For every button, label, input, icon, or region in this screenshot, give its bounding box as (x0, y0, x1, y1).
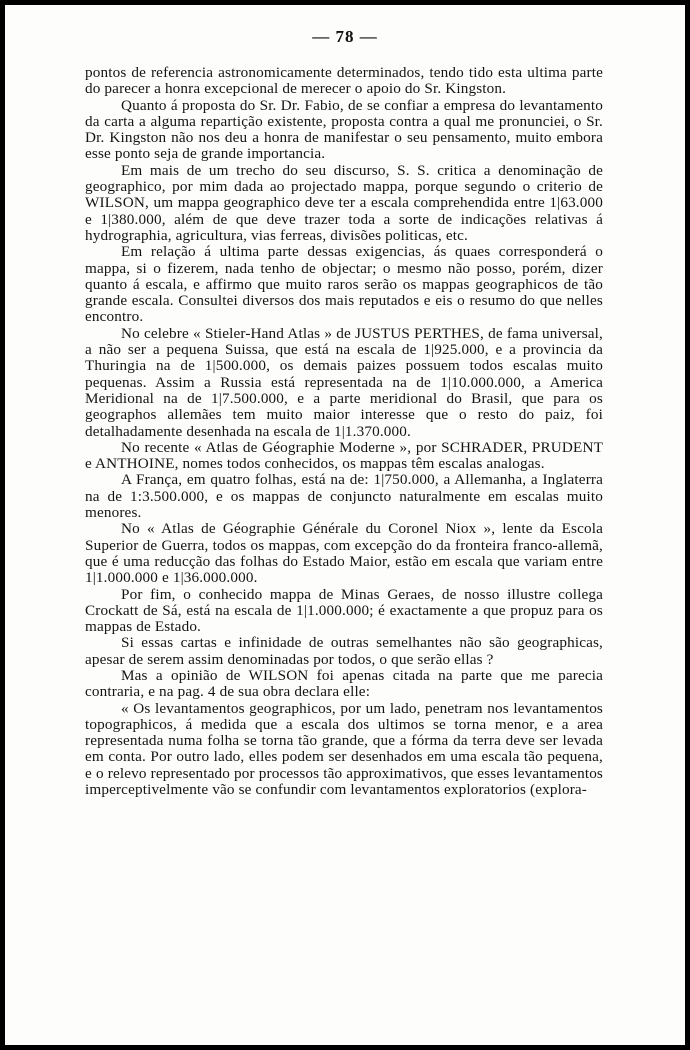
paragraph: No recente « Atlas de Géographie Moderne », por SCHRADER, PRUDENT e ANTHOINE, nomes todos conhecidos, os mappas têm escalas analogas. (85, 438, 603, 473)
document-page (5, 5, 685, 1045)
body-text (85, 65, 603, 798)
paragraph: No « Atlas de Géographie Générale du Coronel Niox », lente da Escola Superior de Guerra, todos os mappas, com excepção do da fronteira franco-allemã, que é uma reducção das folhas do Estado Maior, estão em escala que variam entre 1|1.000.000 e 1|36.000.000. (85, 520, 603, 587)
paragraph: Si essas cartas e infinidade de outras semelhantes não são geographicas, apesar de serem assim denominadas por todos, o que serão ellas ? (85, 634, 603, 668)
paragraph: Em mais de um trecho do seu discurso, S. S. critica a denominação de geographico, por mim dada ao projectado mappa, porque segundo o criterio de WILSON, um mappa geographico deve ter a escala comprehendida entre 1|63.000 e 1|380.000, além de que deve trazer toda a sorte de indicações relativas á hydrographia, agricultura, vias ferreas, divisões politicas, etc. (85, 161, 603, 244)
paragraph: pontos de referencia astronomicamente determinados, tendo tido esta ultima parte do parecer a honra excepcional de merecer o apoio do Sr. Kingston. (85, 64, 603, 98)
paragraph: Mas a opinião de WILSON foi apenas citada na parte que me parecia contraria, e na pag. 4 de sua obra declara elle: (85, 666, 603, 701)
paragraph: A França, em quatro folhas, está na de: 1|750.000, a Allemanha, a Inglaterra na de 1:3.500.000, e os mappas de conjuncto naturalmente em escalas muito menores. (85, 471, 603, 522)
paragraph: Por fim, o conhecido mappa de Minas Geraes, de nosso illustre collega Crockatt de Sá, está na escala de 1|1.000.000; é exactamente a que propuz para os mappas de Estado. (85, 585, 603, 636)
paragraph: Em relação á ultima parte dessas exigencias, ás quaes corresponderá o mappa, si o fizerem, nada tenho de objectar; o mesmo não posso, porém, dizer quanto á escala, e affirmo que muito raros serão os mappas geographicos de tão grande escala. Consultei diversos dos mais reputados e eis o resumo do que nelles encontro. (85, 243, 603, 326)
paragraph: No celebre « Stieler-Hand Atlas » de JUSTUS PERTHES, de fama universal, a não ser a pequena Suissa, que está na escala de 1|925.000, e a provincia da Thuringia na de 1|500.000, os demais paizes possuem todos escalas muito pequenas. Assim a Russia está representada na de 1|10.000.000, a America Meridional na de 1|7.500.000, e a parte meridional do Brasil, que para os geographos allemães tem muito maior interesse que o resto do paiz, foi detalhadamente desenhada na escala de 1|1.370.000. (85, 324, 603, 440)
paragraph: Quanto á proposta do Sr. Dr. Fabio, de se confiar a empresa do levantamento da carta a alguma repartição existente, proposta contra a qual me pronunciei, o Sr. Dr. Kingston não nos deu a honra de manifestar o seu pensamento, muito embora esse ponto seja de grande importancia. (85, 96, 603, 163)
page-number: — 78 — (312, 27, 378, 46)
paragraph: « Os levantamentos geographicos, por um lado, penetram nos levantamentos topographicos, á medida que a escala dos ultimos se torna menor, e a area representada numa folha se torna tão grande, que a fórma da terra deve ser levada em conta. Por outro lado, elles podem ser desenhados em uma escala tão pequena, e o relevo representado por processos tão approximativos, que esses levantamentos imperceptivelmente vão se confundir com levantamentos exploratorios (explora- (85, 699, 603, 799)
